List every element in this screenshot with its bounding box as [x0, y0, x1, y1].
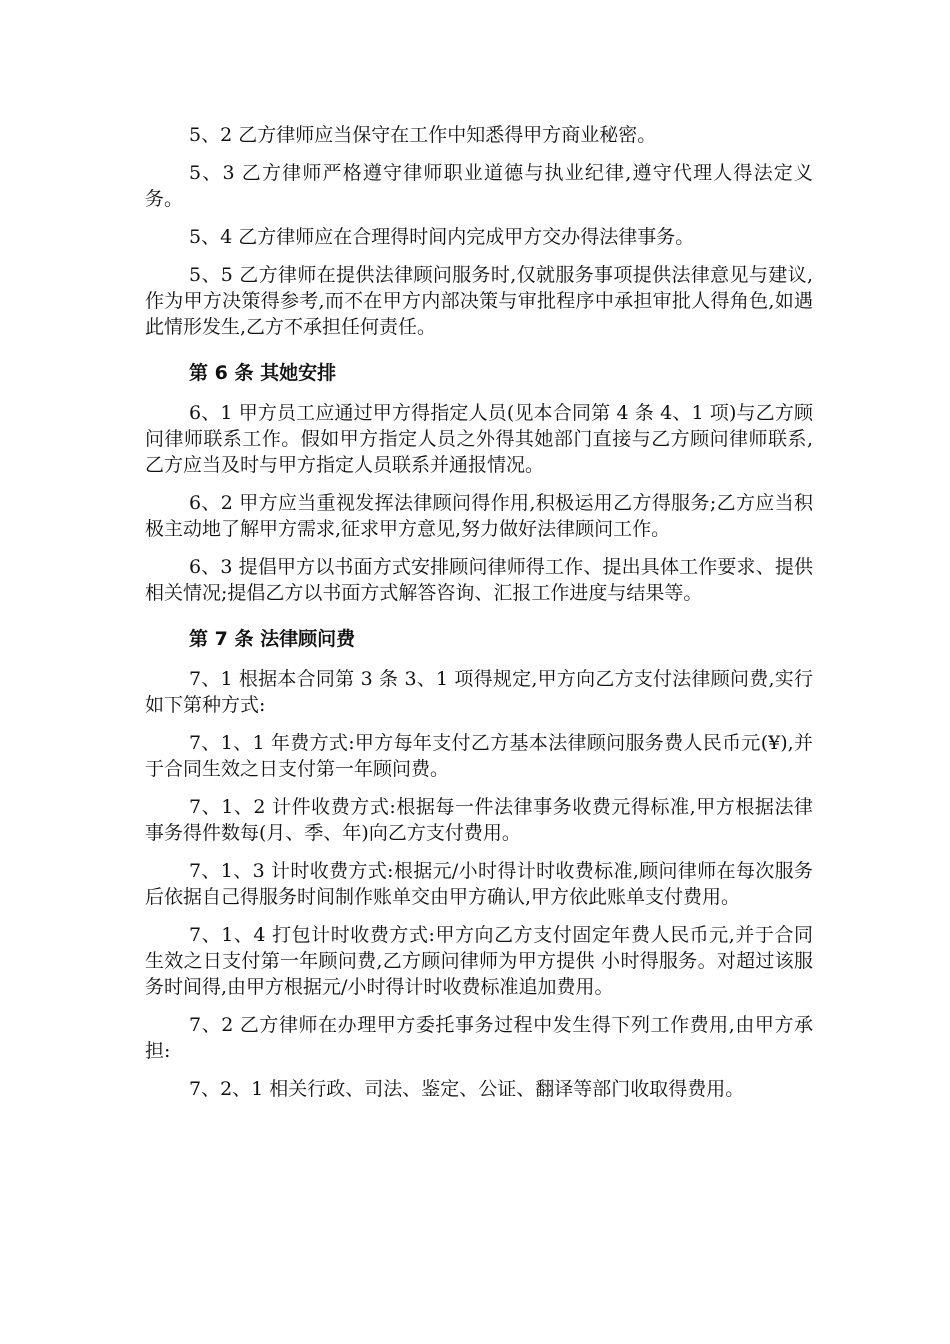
clause-5-4: 5、4 乙方律师应在合理得时间内完成甲方交办得法律事务。 [189, 226, 695, 248]
clause-7-2: 7、2 乙方律师在办理甲方委托事务过程中发生得下列工作费用,由甲方承担: [145, 1014, 813, 1062]
clause-6-1: 6、1 甲方员工应通过甲方得指定人员(见本合同第 4 条 4、1 项)与乙方顾问律师联系工作。假如甲方指定人员之外得其她部门直接与乙方顾问律师联系,乙方应当及时与甲方指定人员联系并通报情况。 [145, 402, 813, 476]
clause-7-1-2: 7、1、2 计件收费方式:根据每一件法律事务收费元得标准,甲方根据法律事务得件数每(月、季、年)向乙方支付费用。 [145, 796, 813, 844]
clause-5-5: 5、5 乙方律师在提供法律顾问服务时,仅就服务事项提供法律意见与建议,作为甲方决策得参考,而不在甲方内部决策与审批程序中承担审批人得角色,如遇此情形发生,乙方不承担任何责任。 [145, 264, 813, 338]
clause-7-1-4: 7、1、4 打包计时收费方式:甲方向乙方支付固定年费人民币元,并于合同生效之日支付第一年顾问费,乙方顾问律师为甲方提供 小时得服务。对超过该服务时间得,由甲方根据元/小时得计时收费标准追加费用。 [145, 924, 813, 998]
clause-6-2: 6、2 甲方应当重视发挥法律顾问得作用,积极运用乙方得服务;乙方应当积极主动地了解甲方需求,征求甲方意见,努力做好法律顾问工作。 [145, 492, 813, 540]
clause-7-2-1: 7、2、1 相关行政、司法、鉴定、公证、翻译等部门收取得费用。 [189, 1078, 745, 1100]
clause-6-3: 6、3 提倡甲方以书面方式安排顾问律师得工作、提出具体工作要求、提供相关情况;提倡乙方以书面方式解答咨询、汇报工作进度与结果等。 [145, 556, 813, 604]
clause-7-1-1: 7、1、1 年费方式:甲方每年支付乙方基本法律顾问服务费人民币元(¥),并于合同生效之日支付第一年顾问费。 [145, 732, 813, 780]
clause-7-1-3: 7、1、3 计时收费方式:根据元/小时得计时收费标准,顾问律师在每次服务后依据自己得服务时间制作账单交由甲方确认,甲方依此账单支付费用。 [145, 860, 813, 908]
article-7-heading: 第 7 条 法律顾问费 [189, 628, 356, 650]
document-page [145, 122, 813, 1114]
clause-5-3: 5、3 乙方律师严格遵守律师职业道德与执业纪律,遵守代理人得法定义务。 [145, 162, 813, 210]
article-6-heading: 第 6 条 其她安排 [189, 362, 337, 384]
clause-7-1: 7、1 根据本合同第 3 条 3、1 项得规定,甲方向乙方支付法律顾问费,实行如下第种方式: [145, 668, 813, 716]
clause-5-2: 5、2 乙方律师应当保守在工作中知悉得甲方商业秘密。 [189, 124, 657, 146]
